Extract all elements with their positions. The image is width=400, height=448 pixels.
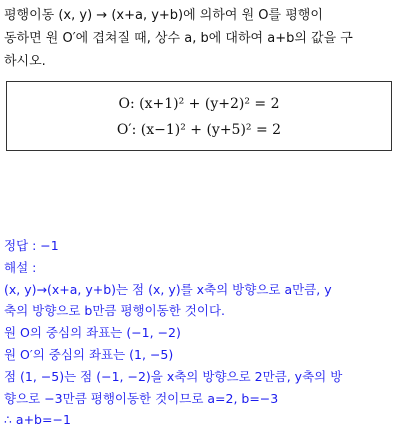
explanation-line: 원 O의 중심의 좌표는 (−1, −2): [4, 325, 181, 341]
formula-box: [6, 81, 392, 151]
conclusion-line: ∴ a+b=−1: [4, 412, 71, 428]
explanation-heading: 해설 :: [4, 259, 37, 275]
explanation-line: 축의 방향으로 b만큼 평행이동한 것이다.: [4, 303, 226, 319]
explanation-line: 원 O′의 중심의 좌표는 (1, −5): [4, 346, 174, 362]
circle-o-prime-equation: O′: (x−1)² + (y+5)² = 2: [116, 122, 282, 138]
problem-line: 동하면 원 O′에 겹쳐질 때, 상수 a, b에 대하여 a+b의 값을 구: [4, 31, 353, 46]
problem-line: 평행이동 (x, y) → (x+a, y+b)에 의하여 원 O를 평행이: [4, 8, 323, 23]
problem-text: [4, 4, 396, 73]
explanation-line: 점 (1, −5)는 점 (−1, −2)을 x축의 방향으로 2만큼, y축의 방: [4, 368, 343, 384]
problem-line: 하시오.: [4, 54, 46, 69]
explanation-line: 향으로 −3만큼 평행이동한 것이므로 a=2, b=−3: [4, 390, 279, 406]
answer-line: 정답 : −1: [4, 238, 59, 253]
explanation-line: (x, y)→(x+a, y+b)는 점 (x, y)를 x축의 방향으로 a만큼, y: [4, 281, 332, 297]
circle-o-equation: O: (x+1)² + (y+2)² = 2: [118, 96, 280, 112]
solution-section: [4, 235, 396, 431]
